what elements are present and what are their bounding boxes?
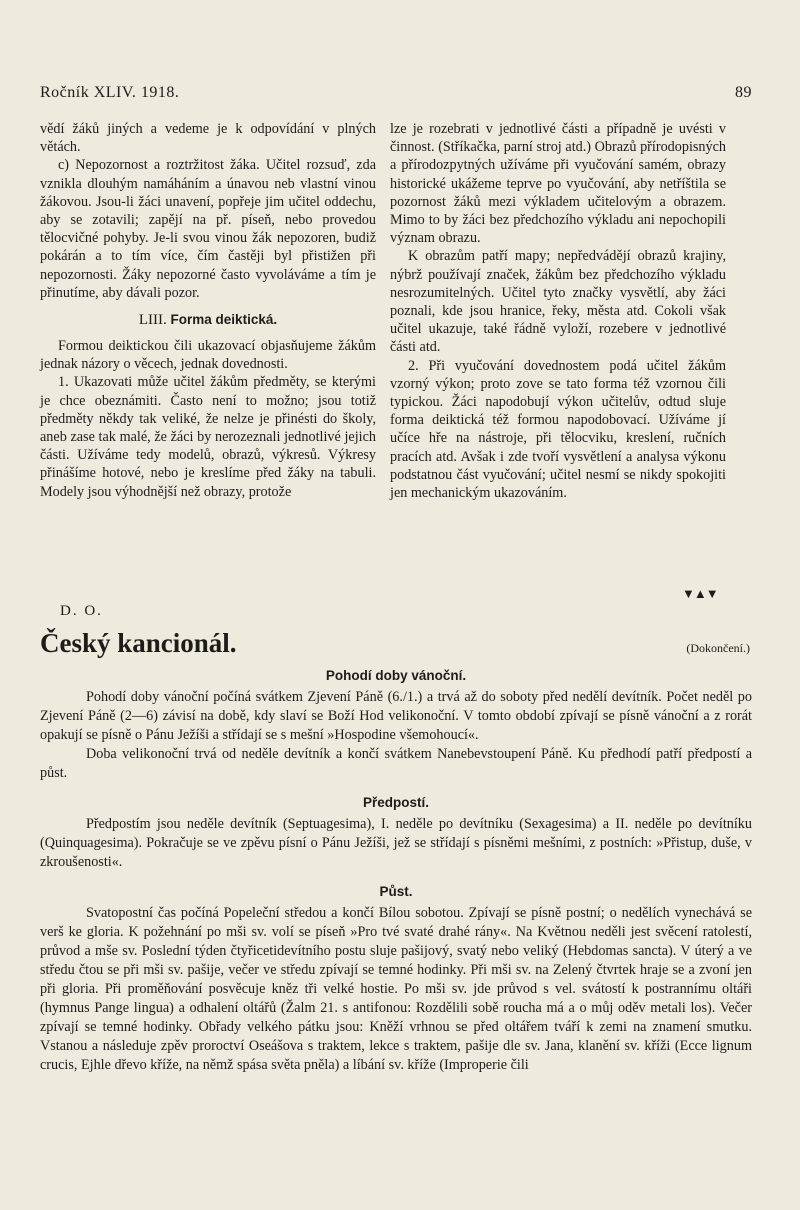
continuation-note: (Dokončení.) [686, 641, 750, 655]
section-title: Forma deiktická. [170, 312, 278, 328]
paragraph: 2. Při vyučování dovednostem podá učitel žákům vzorný výkon; proto zove se tato forma též vzornou čili typickou. Žáci napodobují výkon učitelův, odtud sluje forma deiktická též formou napodobovací. Užíváme jí učíce hře na nástroje, při tělocviku, kreslení, ručních pracích atd. Avšak i zde tvoří vysvětlení a analysa výkonu podstatnou část vyučování; učitel nesmí se nikdy spokojiti jen mechanickým ukazováním. [390, 357, 726, 502]
article-title: Český kancionál. [40, 628, 237, 658]
page-number: 89 [735, 84, 752, 101]
volume-label: Ročník XLIV. 1918. [40, 84, 180, 101]
paragraph: 1. Ukazovati může učitel žákům předměty, se kterými je chce obeznámiti. Často není to možno; jsou totiž předměty někdy tak veliké, že nelze je přinésti do školy, aneb zase tak malé, že žáci by nerozeznali jednotlivé jejich části. Užíváme tedy modelů, obrazů, výkresů. Výkresy přinášíme hotové, nebo je kreslíme před žáky na tabuli. Modely jsou výhodnější než obrazy, protože [40, 374, 376, 500]
right-column [390, 120, 726, 502]
section-heading: Pohodí doby vánoční. [325, 668, 467, 683]
section-heading [40, 312, 376, 329]
paragraph: Pohodí doby vánoční počíná svátkem Zjevení Páně (6./1.) a trvá až do soboty před nedělí devítník. Počet neděl po Zjevení Páně (2—6) závisí na době, kdy slaví se Boží Hod velikonoční. V tomto období zpívají se písně vánoční a z rorát opakují se písně o Pánu Ježíši a střídají se s mešní »Hospodine všemohoucí«. [40, 689, 752, 743]
left-column [40, 120, 376, 501]
section-heading: Půst. [379, 884, 413, 899]
paragraph: Doba velikonoční trvá od neděle devítník a končí svátkem Nanebevstoupení Páně. Ku předhodí patří předpostí a půst. [40, 746, 752, 781]
section-number: LIII. [138, 312, 167, 329]
running-header [40, 84, 752, 106]
paragraph: K obrazům patří mapy; nepředvádějí obrazů krajiny, nýbrž používají značek, žákům bez předchozího výkladu nesrozumitelných. Učitel tyto značky vysvětlí, aby žáci poznali, kde jsou hranice, řeky, města atd. Cokoli však učitel ukazuje, také řádně vyloží, rozebere v jednotlivé části atd. [390, 248, 726, 356]
two-column-text [40, 120, 752, 580]
end-ornament: ▼▲▼ [682, 586, 718, 601]
paragraph: Svatopostní čas počíná Popeleční středou a končí Bílou sobotou. Zpívají se písně postní; o nedělích vynechává se verš ke gloria. K požehnání po mši sv. volí se píseň »Pro tvé svaté drahé rány«. Na Květnou neděli jest svěcení ratolestí, průvod a mše sv. Poslední týden čtyřicetidevítního postu sluje pašijový, svatý nebo veliký (Hebdomas sancta). V úterý a ve středu čtou se při mši sv. pašije, večer ve středu zpívají se temné hodinky. Při mši sv. na Zelený čtvrtek hraje se a zvoní jen při gloria. Při proměňování posvěcuje kněz tři velké hostie. Po mši sv. jde průvod s vel. svátostí k postrannímu oltáři (hymnus Pange lingua) a odhalení oltářů (Žalm 21. s antifonou: Rozdělili sobě roucha má a o můj oděv metali los). Večer zpívají se temné hodinky. Obřady velkého pátku jsou: Kněží vrhnou se před oltářem tváří k zemi na znamení smutku. Vstanou a následuje zpěv proroctví Oseášova s traktem, lekce s traktem, pašije dle sv. Jana, klanění sv. kříži (Ecce lignum crucis, Ejhle dřevo kříže, na němž spása světa pněla) a líbání sv. kříže (Improperie čili [40, 905, 752, 1073]
paragraph: vědí žáků jiných a vedeme je k odpovídání v plných větách. [40, 121, 376, 156]
paragraph: Předpostím jsou neděle devítník (Septuagesima), I. neděle po devítníku (Sexagesima) a II. neděle po devítníku (Quinquagesima). Pokračuje se ve zpěvu písní o Pánu Ježíši, jež se střídají s písněmi mešními, z postních: »Přistup, duše, v zkroušenosti«. [40, 816, 752, 870]
paragraph: c) Nepozornost a roztržitost žáka. Učitel rozsuď, zda vznikla dlouhým namáháním a únavou neb vlastní vinou žákovou. Jsou-li žáci unavení, popřeje jim učitel oddechu, aby se zotavili; zapějí na př. píseň, nebo provedou tělocvičné pohyby. Je-li svou vinou žák nepozoren, budiž pokárán a to tím více, čím častěji byl přistižen při nepozornosti. Žáky nepozorné často vyvoláváme a tím je přinutíme, aby dávali pozor. [40, 157, 376, 301]
author-signature: D. O. [60, 603, 103, 619]
paragraph: lze je rozebrati v jednotlivé části a případně je uvésti v činnost. (Stříkačka, parní stroj atd.) Obrazů přírodopisných a přírodozpytných užíváme při vyučování samém, obrazy historické ukážeme teprve po vyučování, aby netříštila se pozornost žáků mezi výkladem učitelovým a obrazem. Mimo to by žáci bez předchozího výkladu ani nepochopili význam obrazu. [390, 121, 726, 247]
paragraph: Formou deiktickou čili ukazovací objasňujeme žákům jednak názory o věcech, jednak dovednosti. [40, 338, 376, 373]
article-body [40, 668, 752, 1075]
section-heading: Předpostí. [362, 795, 429, 810]
